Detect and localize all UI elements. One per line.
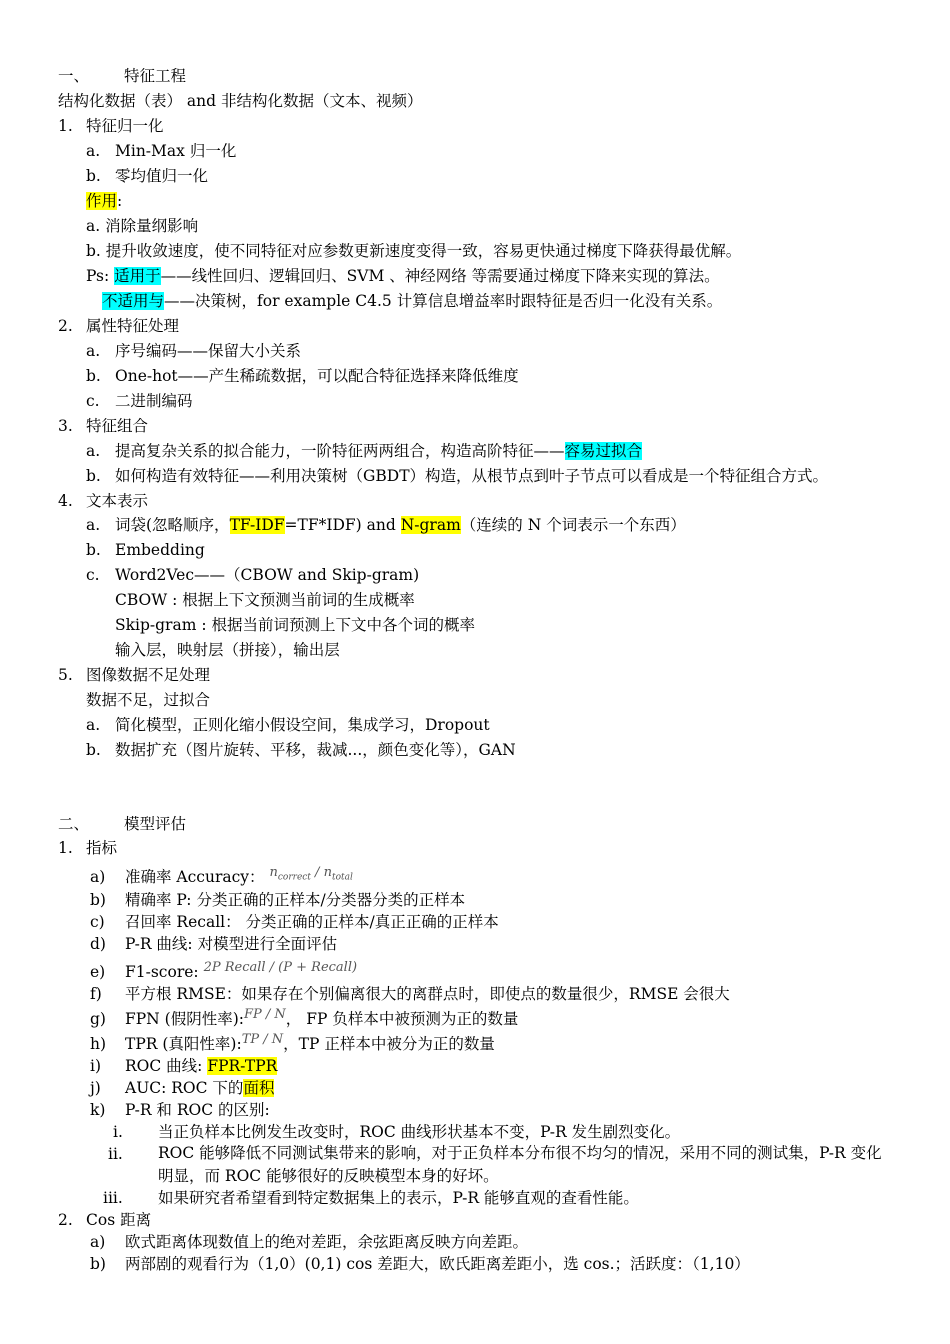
list-number: 5. — [58, 666, 73, 684]
list-item: 两部剧的观看行为（1,0）(0,1) cos 差距大，欧氏距离差距小，选 cos.；活跃度：（1,10） — [125, 1255, 750, 1273]
list-marker: i. — [113, 1123, 123, 1141]
list-item: 欧式距离体现数值上的绝对差距，余弦距离反映方向差距。 — [125, 1233, 529, 1251]
ps-text-1: ——线性回归、逻辑回归、SVM 、神经网络 等需要通过梯度下降来实现的算法。 — [160, 267, 720, 285]
list-marker: a. — [86, 142, 101, 160]
item-text: 准确率 Accuracy： — [125, 868, 265, 886]
list-marker: b) — [90, 891, 106, 909]
list-subitem: ROC 能够降低不同测试集带来的影响，对于正负样本分布很不均匀的情况，采用不同的测试集，P-R 变化明显，而 ROC 能够很好的反映模型本身的好坏。 — [158, 1144, 882, 1185]
ps-line-2 — [102, 291, 722, 311]
list-marker: a) — [90, 868, 106, 886]
role-line — [86, 191, 122, 211]
list-item — [125, 1078, 274, 1098]
section-title: 模型评估 — [124, 815, 187, 833]
list-heading: 图像数据不足处理 — [86, 666, 211, 684]
list-marker: i) — [90, 1057, 102, 1075]
list-number: 1. — [58, 117, 73, 135]
list-item — [125, 962, 357, 984]
list-marker: iii. — [103, 1189, 123, 1207]
list-number: 1. — [58, 839, 73, 857]
list-number: 2. — [58, 317, 73, 335]
list-marker: a. — [86, 442, 101, 460]
section-number: 二、 — [58, 815, 90, 833]
list-item: 召回率 Recall： 分类正确的正样本/真正正确的正样本 — [125, 913, 499, 931]
section-number: 一、 — [58, 67, 90, 85]
list-marker: j) — [90, 1079, 101, 1097]
highlight-not-applicable: 不适用与 — [102, 292, 165, 310]
list-marker: g) — [90, 1010, 106, 1028]
item-text: 词袋(忽略顺序， — [115, 516, 230, 534]
list-item: 平方根 RMSE：如果存在个别偏离很大的离群点时，即使点的数量很少，RMSE 会很大 — [125, 985, 730, 1003]
item-text: F1-score: — [125, 963, 199, 981]
section-title: 特征工程 — [124, 67, 187, 85]
role-point-b: b. 提升收敛速度，使不同特征对应参数更新速度变得一致，容易更快通过梯度下降获得最优解。 — [86, 242, 742, 260]
list-subitem: Skip-gram : 根据当前词预测上下文中各个词的概率 — [115, 616, 475, 634]
ps-prefix: Ps: — [86, 267, 115, 285]
list-subitem: 输入层，映射层（拼接），输出层 — [115, 641, 340, 659]
highlight-applicable: 适用于 — [114, 267, 161, 285]
list-marker: a. — [86, 516, 101, 534]
list-marker: b. — [86, 367, 101, 385]
list-marker: a. — [86, 342, 101, 360]
role-point-a: a. 消除量纲影响 — [86, 217, 199, 235]
list-item: P-R 曲线: 对模型进行全面评估 — [125, 935, 338, 953]
ps-text-2: ——决策树，for example C4.5 计算信息增益率时跟特征是否归一化没有关系。 — [164, 292, 723, 310]
list-marker: d) — [90, 935, 106, 953]
item-text: AUC: ROC 下的 — [125, 1079, 244, 1097]
highlight-ngram: N-gram — [400, 516, 461, 534]
list-marker: b. — [86, 467, 101, 485]
item-text: ， FP 负样本中被预测为正的数量 — [285, 1010, 519, 1028]
section-intro: 结构化数据（表） and 非结构化数据（文本、视频） — [58, 92, 423, 110]
list-item: Word2Vec——（CBOW and Skip-gram) — [115, 566, 420, 584]
list-heading: 特征组合 — [86, 417, 149, 435]
list-item — [115, 515, 686, 535]
list-marker: b) — [90, 1255, 106, 1273]
formula-accuracy: ncorrect / ntotal — [269, 865, 353, 883]
list-marker: c) — [90, 913, 105, 931]
list-marker: c. — [86, 566, 100, 584]
list-heading: Cos 距离 — [86, 1211, 152, 1229]
list-marker: a. — [86, 716, 101, 734]
list-marker: a) — [90, 1233, 106, 1251]
list-marker: h) — [90, 1035, 107, 1053]
list-item: 简化模型，正则化缩小假设空间，集成学习，Dropout — [115, 716, 490, 734]
list-item: 序号编码——保留大小关系 — [115, 342, 302, 360]
list-item: 精确率 P: 分类正确的正样本/分类器分类的正样本 — [125, 891, 466, 909]
list-subitem: CBOW : 根据上下文预测当前词的生成概率 — [115, 591, 415, 609]
highlight-fpr-tpr: FPR-TPR — [207, 1057, 278, 1075]
list-marker: b. — [86, 741, 101, 759]
item-text: （连续的 N 个词表示一个东西） — [460, 516, 686, 534]
list-item: 如何构造有效特征——利用决策树（GBDT）构造，从根节点到叶子节点可以看成是一个特征组合方式。 — [115, 467, 829, 485]
list-item: One-hot——产生稀疏数据，可以配合特征选择来降低维度 — [115, 367, 519, 385]
list-marker: e) — [90, 963, 106, 981]
formula-tpr: TP / N — [241, 1032, 284, 1047]
role-colon: : — [117, 192, 123, 210]
list-marker: f) — [90, 985, 102, 1003]
item-text: ，TP 正样本中被分为正的数量 — [283, 1035, 495, 1053]
list-number: 4. — [58, 492, 73, 510]
list-marker: ii. — [108, 1145, 123, 1163]
list-heading: 特征归一化 — [86, 117, 164, 135]
item-text: 提高复杂关系的拟合能力，一阶特征两两组合，构造高阶特征—— — [115, 442, 565, 460]
formula-fpn: FP / N — [244, 1007, 286, 1022]
list-heading: 指标 — [86, 839, 118, 857]
item-text: ROC 曲线: — [125, 1057, 208, 1075]
list-item: Embedding — [115, 541, 205, 559]
highlight-overfit: 容易过拟合 — [564, 442, 643, 460]
list-item — [125, 1009, 518, 1031]
list-item: 数据扩充（图片旋转、平移，裁减...，颜色变化等），GAN — [115, 741, 516, 759]
list-heading: 文本表示 — [86, 492, 149, 510]
list-item: 二进制编码 — [115, 392, 193, 410]
list-subitem: 当正负样本比例发生改变时，ROC 曲线形状基本不变，P-R 发生剧烈变化。 — [158, 1123, 681, 1141]
list-item: Min-Max 归一化 — [115, 142, 237, 160]
list-item: P-R 和 ROC 的区别: — [125, 1101, 270, 1119]
list-item: 零均值归一化 — [115, 167, 209, 185]
item-text: TPR (真阳性率): — [125, 1035, 242, 1053]
list-subitem: 如果研究者希望看到特定数据集上的表示，P-R 能够直观的查看性能。 — [158, 1189, 639, 1207]
highlight-area: 面积 — [243, 1079, 275, 1097]
list-number: 3. — [58, 417, 73, 435]
list-marker: b. — [86, 541, 101, 559]
ps-line-1 — [86, 266, 720, 286]
list-number: 2. — [58, 1211, 73, 1229]
list-heading: 属性特征处理 — [86, 317, 180, 335]
list-marker: k) — [90, 1101, 106, 1119]
highlight-role: 作用 — [86, 192, 118, 210]
highlight-tfidf: TF-IDF — [229, 516, 285, 534]
list-marker: c. — [86, 392, 100, 410]
list-intro: 数据不足，过拟合 — [86, 691, 211, 709]
list-item — [125, 1034, 495, 1056]
list-item — [115, 441, 642, 461]
item-text: =TF*IDF) and — [284, 516, 401, 534]
item-text: FPN (假阴性率): — [125, 1010, 244, 1028]
formula-f1: 2P Recall / (P + Recall) — [203, 960, 358, 975]
list-item — [125, 1056, 277, 1076]
list-marker: b. — [86, 167, 101, 185]
